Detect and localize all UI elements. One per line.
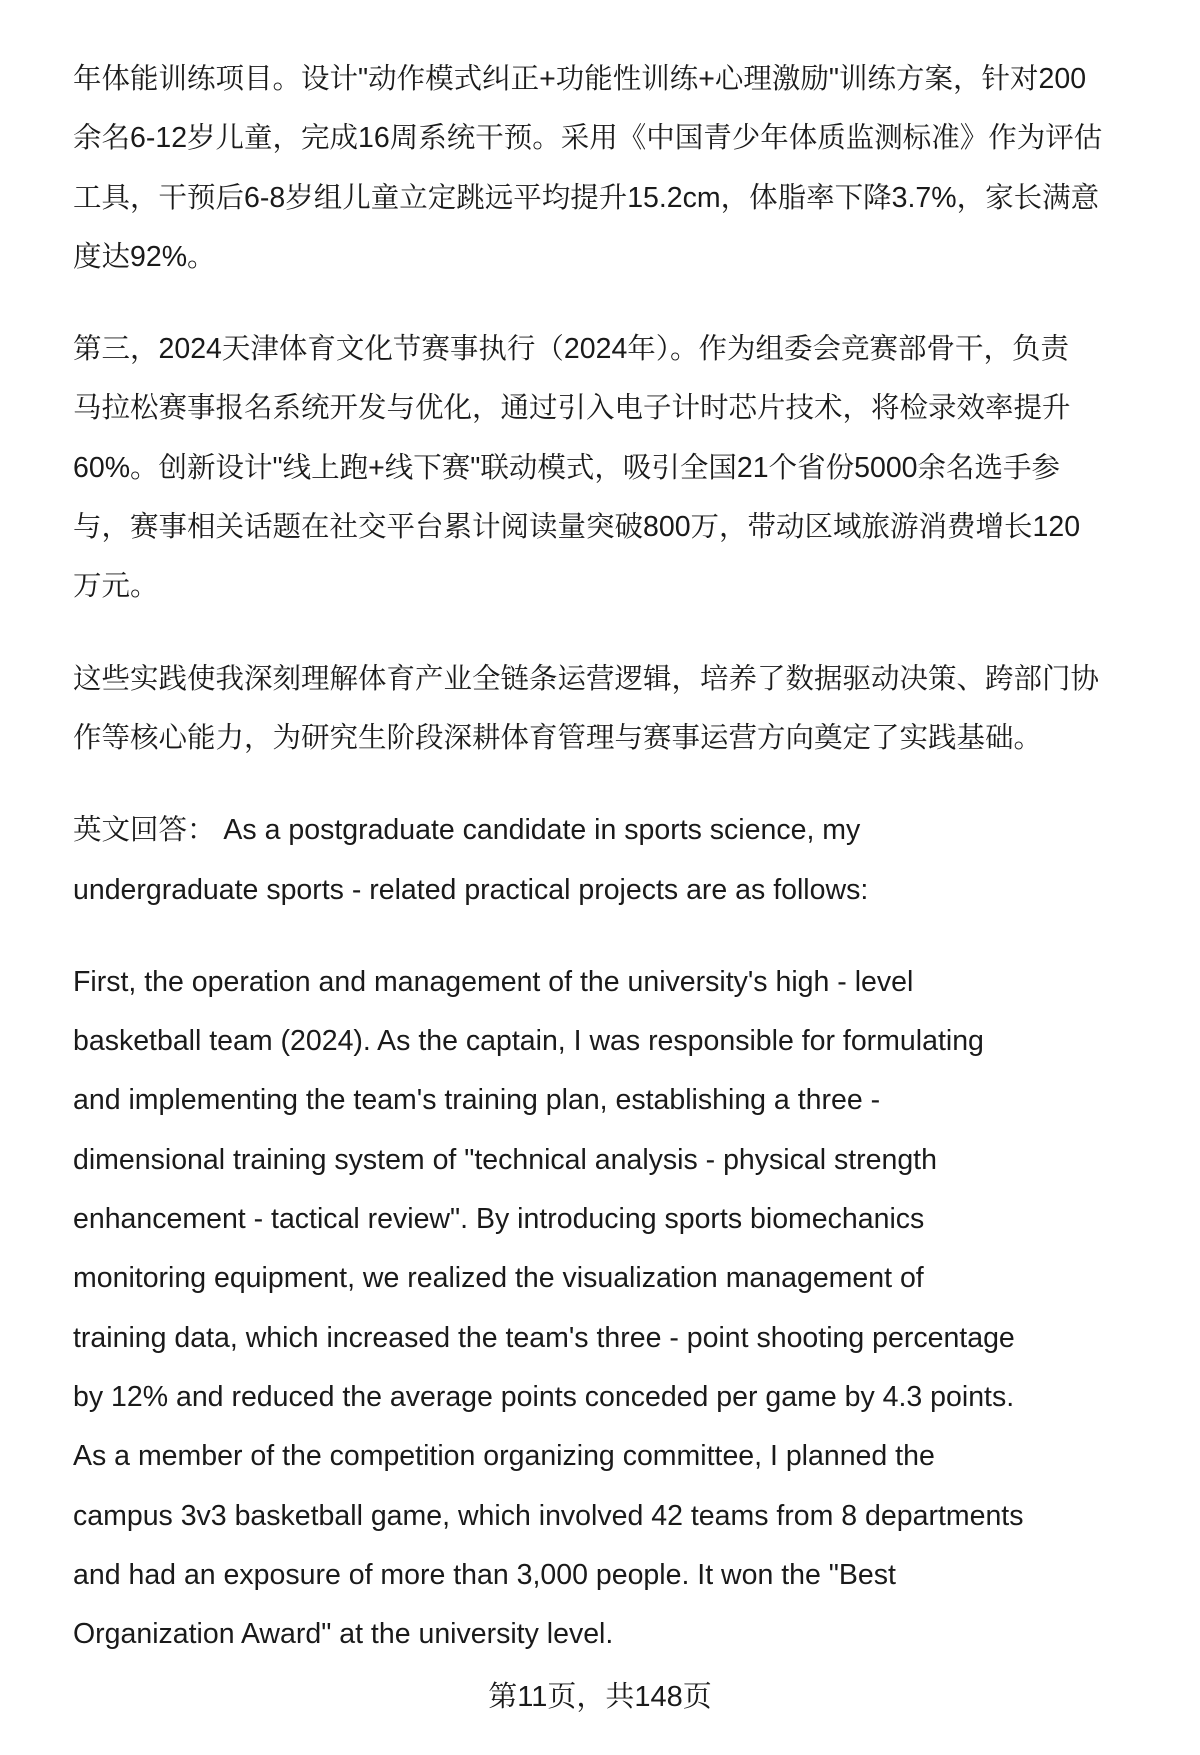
text-line: dimensional training system of "technical analysis - physical strength: [73, 1143, 937, 1176]
text-line: basketball team (2024). As the captain, I was responsible for formulating: [73, 1025, 984, 1058]
text-line: campus 3v3 basketball game, which involved 42 teams from 8 departments: [73, 1499, 1024, 1532]
text-line: enhancement - tactical review". By introducing sports biomechanics: [73, 1203, 925, 1236]
text-line: by 12% and reduced the average points conceded per game by 4.3 points.: [73, 1380, 1015, 1413]
text-line: First, the operation and management of the university's high - level: [73, 965, 914, 998]
paragraph: [73, 320, 1173, 616]
text-line: 英文回答： As a postgraduate candidate in sports science, my: [73, 814, 861, 847]
text-line: 马拉松赛事报名系统开发与优化，通过引入电子计时芯片技术，将检录效率提升: [73, 392, 1071, 425]
text-line: 工具，干预后6-8岁组儿童立定跳远平均提升15.2cm，体脂率下降3.7%，家长满意: [73, 181, 1100, 214]
text-line: 余名6-12岁儿童，完成16周系统干预。采用《中国青少年体质监测标准》作为评估: [73, 122, 1103, 155]
text-line: and implementing the team's training plan, establishing a three -: [73, 1084, 881, 1117]
text-line: 度达92%。: [73, 240, 216, 273]
text-line: undergraduate sports - related practical projects are as follows:: [73, 873, 869, 906]
text-line: monitoring equipment, we realized the visualization management of: [73, 1262, 924, 1295]
paragraph: [73, 801, 1173, 920]
paragraph: [73, 50, 1173, 287]
page-number: 第11页，共148页: [488, 1681, 712, 1713]
text-line: 这些实践使我深刻理解体育产业全链条运营逻辑，培养了数据驱动决策、跨部门协: [73, 662, 1100, 695]
text-line: 万元。: [73, 570, 159, 603]
text-line: As a member of the competition organizing committee, I planned the: [73, 1440, 935, 1473]
paragraph: [73, 650, 1173, 769]
text-line: 第三，2024天津体育文化节赛事执行（2024年）。作为组委会竞赛部骨干，负责: [73, 333, 1070, 366]
text-line: and had an exposure of more than 3,000 people. It won the "Best: [73, 1558, 896, 1591]
paragraph: [73, 953, 1173, 1665]
text-line: 与，赛事相关话题在社交平台累计阅读量突破800万，带动区域旅游消费增长120: [73, 511, 1081, 544]
text-line: Organization Award" at the university level.: [73, 1618, 614, 1651]
text-line: 作等核心能力，为研究生阶段深耕体育管理与赛事运营方向奠定了实践基础。: [73, 721, 1043, 754]
text-line: 年体能训练项目。设计"动作模式纠正+功能性训练+心理激励"训练方案，针对200: [73, 63, 1087, 95]
document-body: [73, 50, 1173, 1697]
text-line: 60%。创新设计"线上跑+线下赛"联动模式，吸引全国21个省份5000余名选手参: [73, 451, 1061, 484]
text-line: training data, which increased the team's three - point shooting percentage: [73, 1321, 1015, 1354]
